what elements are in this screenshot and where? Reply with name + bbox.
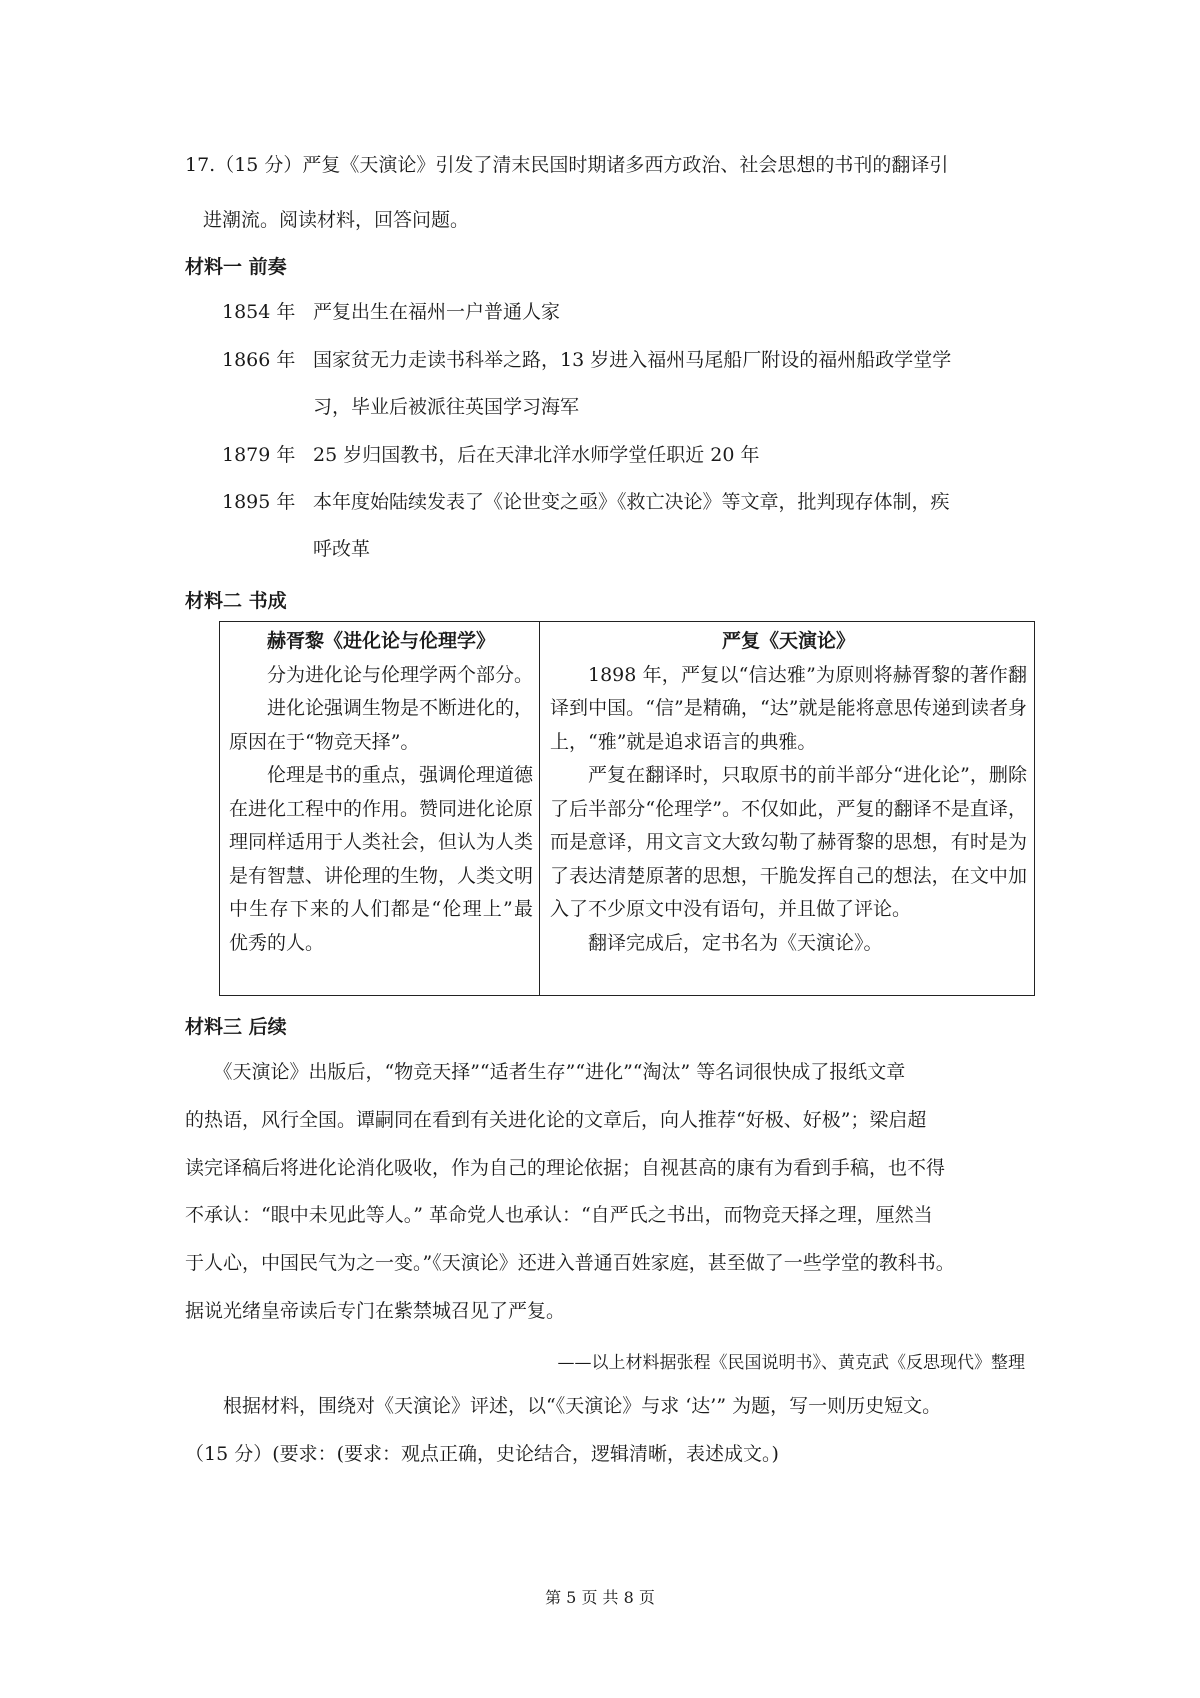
material3-line: 《天演论》出版后，“物竞天择”“适者生存”“进化”“淘汰” 等名词很快成了报纸文章 (185, 1061, 906, 1083)
timeline-text: 严复出生在福州一户普通人家 (313, 301, 561, 323)
question-line-1: 17.（15 分）严复《天演论》引发了清末民国时期诸多西方政治、社会思想的书刊的翻译引 (185, 154, 949, 176)
material3-line: 不承认：“眼中未见此等人。” 革命党人也承认：“自严氏之书出，而物竞天择之理，厘然当 (185, 1204, 933, 1226)
material1-heading: 材料一 前奏 (185, 256, 287, 278)
right-column-title: 严复《天演论》 (721, 630, 855, 652)
left-paragraph: 分为进化论与伦理学两个部分。 (267, 663, 534, 686)
page-number: 第 5 页 共 8 页 (545, 1588, 655, 1607)
right-paragraph: 翻译完成后，定书名为《天演论》。 (588, 931, 883, 954)
right-paragraph: 1898 年，严复以“信达雅”为原则将赫胥黎的著作翻译到中国。“信”是精确，“达”就是能将意思传递到读者身上，“雅”就是追求语言的典雅。 (550, 663, 1027, 753)
table-right-column (540, 622, 1033, 995)
material3-line: 于人心，中国民气为之一变。”《天演论》还进入普通百姓家庭，甚至做了一些学堂的教科书。 (185, 1252, 955, 1274)
left-paragraph: 伦理是书的重点，强调伦理道德在进化工程中的作用。赞同进化论原理同样适用于人类社会，但认为人类是有智慧、讲伦理的生物，人类文明中生存下来的人们都是“伦理上”最优秀的人。 (229, 764, 534, 954)
timeline-text-cont: 习，毕业后被派往英国学习海军 (313, 396, 580, 418)
timeline-text-cont: 呼改革 (313, 538, 371, 560)
timeline-text: 国家贫无力走读书科举之路，13 岁进入福州马尾船厂附设的福州船政学堂学 (313, 349, 952, 371)
material3-line: 据说光绪皇帝读后专门在紫禁城召见了严复。 (185, 1300, 566, 1322)
timeline-text: 25 岁归国教书，后在天津北洋水师学堂任职近 20 年 (313, 444, 760, 466)
left-paragraph: 进化论强调生物是不断进化的，原因在于“物竞天择”。 (229, 697, 534, 753)
material3-line: 的热语，风行全国。谭嗣同在看到有关进化论的文章后，向人推荐“好极、好极”；梁启超 (185, 1109, 927, 1131)
question-line-2: 进潮流。阅读材料，回答问题。 (203, 209, 470, 231)
right-paragraph: 严复在翻译时，只取原书的前半部分“进化论”，删除了后半部分“伦理学”。不仅如此，严复的翻译不是直译，而是意译，用文言文大致勾勒了赫胥黎的思想，有时是为了表达清楚原著的思想，干脆发挥自己的想法，在文中加入了不少原文中没有语句，并且做了评论。 (550, 764, 1027, 920)
timeline-year: 1879 年 (222, 444, 296, 466)
table-left-column (220, 622, 540, 995)
task-line-1: 根据材料，围绕对《天演论》评述，以“《天演论》与求 ‘达’” 为题，写一则历史短文。 (185, 1395, 942, 1417)
timeline-year: 1895 年 (222, 491, 296, 513)
timeline-year: 1866 年 (222, 349, 296, 371)
left-column-title: 赫胥黎《进化论与伦理学》 (266, 630, 495, 652)
source-citation: ——以上材料据张程《民国说明书》、黄克武《反思现代》整理 (557, 1353, 1025, 1373)
timeline-text: 本年度始陆续发表了《论世变之亟》《救亡决论》等文章，批判现存体制，疾 (313, 491, 950, 513)
material2-heading: 材料二 书成 (185, 590, 287, 612)
task-line-2: （15 分）(要求：(要求：观点正确，史论结合，逻辑清晰，表述成文。) (185, 1443, 779, 1465)
comparison-table (219, 621, 1035, 996)
material3-heading: 材料三 后续 (185, 1016, 287, 1038)
material3-line: 读完译稿后将进化论消化吸收，作为自己的理论依据；自视甚高的康有为看到手稿，也不得 (185, 1157, 946, 1179)
timeline-year: 1854 年 (222, 301, 296, 323)
